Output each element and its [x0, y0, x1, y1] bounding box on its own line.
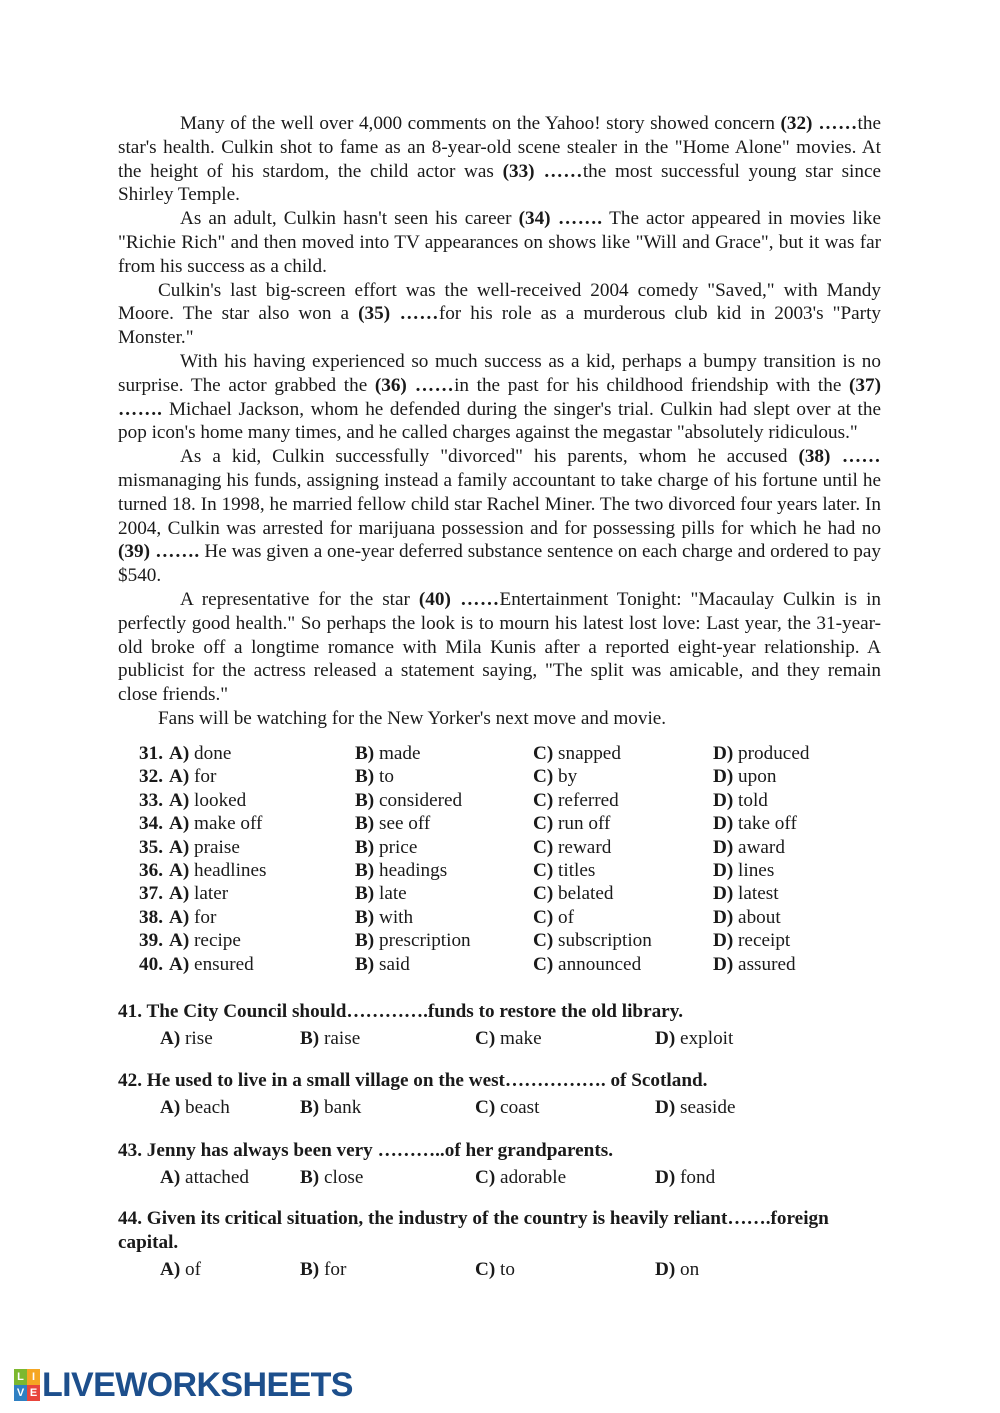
option-d-text: about — [738, 906, 781, 928]
option-b-letter: B) — [300, 1167, 320, 1188]
option-a[interactable] — [160, 1258, 300, 1282]
option-b-text: price — [378, 836, 418, 858]
option-b-letter: B) — [355, 743, 375, 764]
option-b[interactable] — [355, 742, 533, 765]
option-d[interactable] — [713, 929, 883, 952]
option-d-text: latest — [738, 883, 779, 905]
option-b-letter: B) — [355, 766, 375, 788]
option-c-text: by — [558, 766, 578, 788]
option-c[interactable] — [475, 1096, 655, 1120]
option-b-text: bank — [323, 1097, 362, 1118]
reading-passage — [118, 112, 881, 731]
option-b[interactable] — [355, 789, 533, 812]
option-a-text: attached — [185, 1167, 249, 1188]
logo-wordmark: LIVEWORKSHEETS — [42, 1366, 353, 1404]
option-d[interactable] — [655, 1096, 805, 1120]
option-d-text: produced — [738, 743, 810, 764]
option-a[interactable] — [169, 765, 355, 788]
option-b-letter: B) — [300, 1097, 320, 1118]
option-c-text: run off — [558, 813, 611, 835]
option-a[interactable] — [169, 859, 355, 882]
passage-paragraph-1: Many of the well over 4,000 comments on the Yahoo! story showed concern (32) ……the star's health. Culkin shot to fame as an 8-year-old scene stealer in the "Home Alone" movies. At the height of his stardom, the child actor was (33) ……the most successful young star since Shirley Temple. — [118, 113, 881, 206]
option-c[interactable] — [533, 836, 713, 859]
option-d[interactable] — [713, 836, 883, 859]
option-c[interactable] — [533, 789, 713, 812]
option-d-letter: D) — [713, 766, 734, 788]
option-d-letter: D) — [713, 930, 734, 952]
option-d[interactable] — [713, 765, 883, 788]
option-b-text: close — [323, 1167, 364, 1188]
option-a-text: looked — [194, 789, 247, 811]
option-a-letter: A) — [169, 930, 190, 952]
option-a-text: headlines — [194, 859, 267, 881]
option-d-letter: D) — [713, 836, 734, 858]
option-d[interactable] — [713, 882, 883, 905]
passage-paragraph-2: As an adult, Culkin hasn't seen his career (34) ……. The actor appeared in movies like "Richie Rich" and then moved into TV appearances on shows like "Will and Grace", but it was far from his success as a child. — [118, 208, 881, 277]
question-number: 35. — [139, 836, 163, 858]
option-c-text: reward — [558, 836, 612, 858]
option-c-letter: C) — [475, 1167, 496, 1188]
option-b-text: with — [378, 906, 414, 928]
question-41-text: The City Council should………….funds to restore the old library. — [146, 1001, 684, 1022]
question-number: 36. — [139, 859, 163, 881]
option-b-text: said — [378, 953, 410, 975]
option-d[interactable] — [713, 742, 883, 765]
table-row — [139, 882, 884, 905]
option-a-text: later — [194, 883, 229, 905]
option-a-text: make off — [194, 813, 263, 835]
question-number: 32. — [139, 766, 163, 788]
option-a-text: done — [194, 743, 232, 764]
option-c-text: to — [500, 1259, 515, 1280]
option-a[interactable] — [160, 1027, 300, 1051]
option-a-text: beach — [185, 1097, 230, 1118]
option-d-letter: D) — [655, 1167, 676, 1188]
question-42-text: He used to live in a small village on the west……………. of Scotland. — [146, 1070, 708, 1091]
option-b-letter: B) — [355, 930, 375, 952]
option-d-letter: D) — [713, 953, 734, 975]
option-b-letter: B) — [355, 953, 375, 975]
option-d-letter: D) — [713, 743, 734, 764]
option-c-letter: C) — [533, 906, 554, 928]
option-d-text: lines — [738, 859, 775, 881]
option-b-text: raise — [323, 1028, 361, 1049]
question-44-text: Given its critical situation, the industry of the country is heavily reliant…….foreign capital. — [118, 1208, 829, 1253]
option-c-letter: C) — [533, 836, 554, 858]
question-42-number: 42. — [118, 1070, 142, 1091]
option-d[interactable] — [713, 906, 883, 929]
option-c[interactable] — [475, 1258, 655, 1282]
option-c-text: announced — [558, 953, 642, 975]
option-d-text: take off — [738, 813, 797, 835]
question-number: 38. — [139, 906, 163, 928]
option-b[interactable] — [355, 859, 533, 882]
option-d-letter: D) — [655, 1097, 676, 1118]
question-43-number: 43. — [118, 1140, 142, 1161]
option-a[interactable] — [169, 906, 355, 929]
passage-paragraph-7: Fans will be watching for the New Yorker's next move and movie. — [158, 707, 667, 729]
option-d[interactable] — [713, 789, 883, 812]
option-d[interactable] — [655, 1258, 805, 1282]
option-b-text: see off — [378, 813, 431, 835]
option-a-letter: A) — [160, 1097, 181, 1118]
option-a-letter: A) — [160, 1028, 181, 1049]
table-row — [139, 765, 884, 788]
option-c-letter: C) — [533, 766, 554, 788]
passage-paragraph-5: As a kid, Culkin successfully "divorced" his parents, whom he accused (38) …… mismanaging his funds, assigning instead a family accountant to take charge of his fortune until he turned 18. In 1998, he married fellow child star Rachel Miner. The two divorced four years later. In 2004, Culkin was arrested for marijuana possession and for possessing pills for which he had no (39) ……. He was given a one-year deferred substance sentence on each charge and ordered to pay $540. — [118, 446, 882, 587]
option-a-text: praise — [194, 836, 240, 858]
question-number: 39. — [139, 930, 163, 952]
option-b[interactable] — [355, 906, 533, 929]
option-d[interactable] — [655, 1027, 805, 1051]
option-d-letter: D) — [713, 813, 734, 835]
option-c-letter: C) — [533, 953, 554, 975]
question-number: 40. — [139, 953, 163, 975]
option-b[interactable] — [355, 953, 533, 976]
option-d[interactable] — [655, 1166, 805, 1190]
logo-tile-e: E — [27, 1385, 40, 1401]
question-44-number: 44. — [118, 1208, 142, 1229]
option-d-text: exploit — [680, 1028, 734, 1049]
question-43-options — [118, 1166, 888, 1190]
option-b-letter: B) — [355, 836, 375, 858]
option-c-text: of — [558, 906, 575, 928]
option-c[interactable] — [475, 1027, 655, 1051]
option-b[interactable] — [300, 1096, 475, 1120]
option-a-text: ensured — [194, 953, 254, 975]
option-b[interactable] — [300, 1166, 475, 1190]
option-d-text: told — [738, 789, 768, 811]
table-row — [139, 929, 884, 952]
option-b[interactable] — [355, 765, 533, 788]
option-a[interactable] — [169, 836, 355, 859]
option-a-letter: A) — [160, 1167, 181, 1188]
option-c[interactable] — [533, 765, 713, 788]
option-b-text: for — [323, 1259, 347, 1280]
option-c-letter: C) — [475, 1097, 496, 1118]
option-a-letter: A) — [169, 789, 190, 811]
option-c-letter: C) — [475, 1028, 496, 1049]
option-b-letter: B) — [355, 883, 375, 905]
option-d-letter: D) — [713, 859, 734, 881]
question-41-options — [118, 1027, 888, 1051]
option-a-letter: A) — [169, 743, 190, 764]
table-row — [139, 906, 884, 929]
option-c-text: make — [500, 1028, 542, 1049]
option-a[interactable] — [169, 953, 355, 976]
option-c-letter: C) — [533, 859, 554, 881]
option-d-letter: D) — [655, 1259, 676, 1280]
liveworksheets-logo — [14, 1368, 353, 1402]
option-d[interactable] — [713, 953, 883, 976]
option-c[interactable] — [475, 1166, 655, 1190]
option-a-letter: A) — [160, 1259, 181, 1280]
option-b-text: prescription — [378, 930, 471, 952]
option-b-letter: B) — [355, 859, 375, 881]
table-row — [139, 789, 884, 812]
question-number: 31. — [139, 743, 163, 764]
question-41-number: 41. — [118, 1001, 142, 1022]
question-43-text: Jenny has always been very ………..of her grandparents. — [146, 1140, 613, 1161]
question-41-stem — [118, 1000, 888, 1024]
option-d-letter: D) — [713, 883, 734, 905]
option-b-text: considered — [378, 789, 463, 811]
option-a[interactable] — [169, 812, 355, 835]
option-d-text: on — [680, 1259, 700, 1280]
option-d-text: seaside — [680, 1097, 736, 1118]
passage-paragraph-6: A representative for the star (40) ……Entertainment Tonight: "Macaulay Culkin is in perfectly good health." So perhaps the look is to mourn his latest lost love: Last year, the 31-year-old broke off a longtime romance with Mila Kunis after a reported eight-year relationship. A publicist for the actress released a statement saying, "The split was amicable, and they remain close friends." — [118, 588, 881, 706]
option-b-text: headings — [378, 859, 448, 881]
answer-grid — [139, 742, 884, 976]
option-b[interactable] — [355, 836, 533, 859]
option-a-text: of — [185, 1259, 202, 1280]
question-44-stem — [118, 1207, 888, 1255]
passage-paragraph-3: Culkin's last big-screen effort was the well-received 2004 comedy "Saved," with Mandy Moore. The star also won a (35) ……for his role as a murderous club kid in 2003's "Party Monster." — [118, 279, 881, 349]
option-d-text: upon — [738, 766, 777, 788]
option-b-letter: B) — [355, 906, 375, 928]
option-d-text: assured — [738, 953, 796, 975]
option-b-letter: B) — [300, 1259, 320, 1280]
option-a-text: for — [194, 906, 217, 928]
logo-tile-v: V — [14, 1385, 27, 1401]
option-d-letter: D) — [713, 789, 734, 811]
option-d-text: receipt — [738, 930, 791, 952]
option-b[interactable] — [355, 929, 533, 952]
option-b-letter: B) — [355, 813, 375, 835]
option-a-text: recipe — [194, 930, 241, 952]
option-c-letter: C) — [533, 883, 554, 905]
question-42-stem — [118, 1069, 888, 1093]
question-44 — [118, 1207, 888, 1282]
option-c-text: titles — [558, 859, 596, 881]
option-a-letter: A) — [169, 836, 190, 858]
logo-tile-i: I — [27, 1369, 40, 1385]
passage-paragraph-4: With his having experienced so much success as a kid, perhaps a bumpy transition is no surprise. The actor grabbed the (36) ……in the past for his childhood friendship with the (37) ……. Michael Jackson, whom he defended during the singer's trial. Culkin had slept over at the pop icon's home many times, and he called charges against the megastar "absolutely ridiculous." — [118, 350, 881, 444]
option-a[interactable] — [160, 1096, 300, 1120]
option-b[interactable] — [355, 882, 533, 905]
option-b-text: made — [378, 743, 421, 764]
option-c-text: belated — [558, 883, 614, 905]
option-c[interactable] — [533, 929, 713, 952]
table-row — [139, 812, 884, 835]
option-a-letter: A) — [169, 813, 190, 835]
option-c-text: adorable — [500, 1167, 567, 1188]
option-c-text: subscription — [558, 930, 652, 952]
option-a-letter: A) — [169, 906, 190, 928]
option-a-letter: A) — [169, 766, 190, 788]
option-a-letter: A) — [169, 883, 190, 905]
question-42 — [118, 1069, 888, 1120]
question-number: 34. — [139, 813, 163, 835]
option-a-letter: A) — [169, 953, 190, 975]
option-b-letter: B) — [300, 1028, 320, 1049]
option-a[interactable] — [160, 1166, 300, 1190]
option-d-text: fond — [680, 1167, 716, 1188]
question-number: 37. — [139, 883, 163, 905]
option-b-text: to — [378, 766, 394, 788]
option-c-letter: C) — [533, 813, 554, 835]
question-number: 33. — [139, 789, 163, 811]
option-a-text: rise — [185, 1028, 213, 1049]
logo-tiles-icon — [14, 1369, 40, 1401]
option-c-letter: C) — [533, 789, 554, 811]
option-a-letter: A) — [169, 859, 190, 881]
option-c[interactable] — [533, 742, 713, 765]
option-c-letter: C) — [533, 930, 554, 952]
option-d[interactable] — [713, 859, 883, 882]
option-b-letter: B) — [355, 789, 375, 811]
option-c-text: referred — [558, 789, 619, 811]
option-b[interactable] — [300, 1258, 475, 1282]
table-row — [139, 836, 884, 859]
option-c[interactable] — [533, 882, 713, 905]
option-c-text: coast — [500, 1097, 540, 1118]
option-a[interactable] — [169, 929, 355, 952]
question-44-options — [118, 1258, 888, 1282]
option-a[interactable] — [169, 882, 355, 905]
option-a[interactable] — [169, 742, 355, 765]
question-41 — [118, 1000, 888, 1051]
option-b-text: late — [378, 883, 407, 905]
option-d-text: award — [738, 836, 785, 858]
logo-tile-l: L — [14, 1369, 27, 1385]
table-row — [139, 859, 884, 882]
option-c[interactable] — [533, 953, 713, 976]
option-a[interactable] — [169, 789, 355, 812]
option-d-letter: D) — [713, 906, 734, 928]
option-b[interactable] — [355, 812, 533, 835]
option-b[interactable] — [300, 1027, 475, 1051]
option-d[interactable] — [713, 812, 883, 835]
option-c[interactable] — [533, 812, 713, 835]
option-c-letter: C) — [533, 743, 554, 764]
option-a-text: for — [194, 766, 217, 788]
option-d-letter: D) — [655, 1028, 676, 1049]
option-c-text: snapped — [558, 743, 621, 764]
option-c[interactable] — [533, 906, 713, 929]
question-43 — [118, 1139, 888, 1190]
question-43-stem — [118, 1139, 888, 1163]
table-row — [139, 953, 884, 976]
option-c[interactable] — [533, 859, 713, 882]
table-row — [139, 742, 884, 765]
option-c-letter: C) — [475, 1259, 496, 1280]
question-42-options — [118, 1096, 888, 1120]
